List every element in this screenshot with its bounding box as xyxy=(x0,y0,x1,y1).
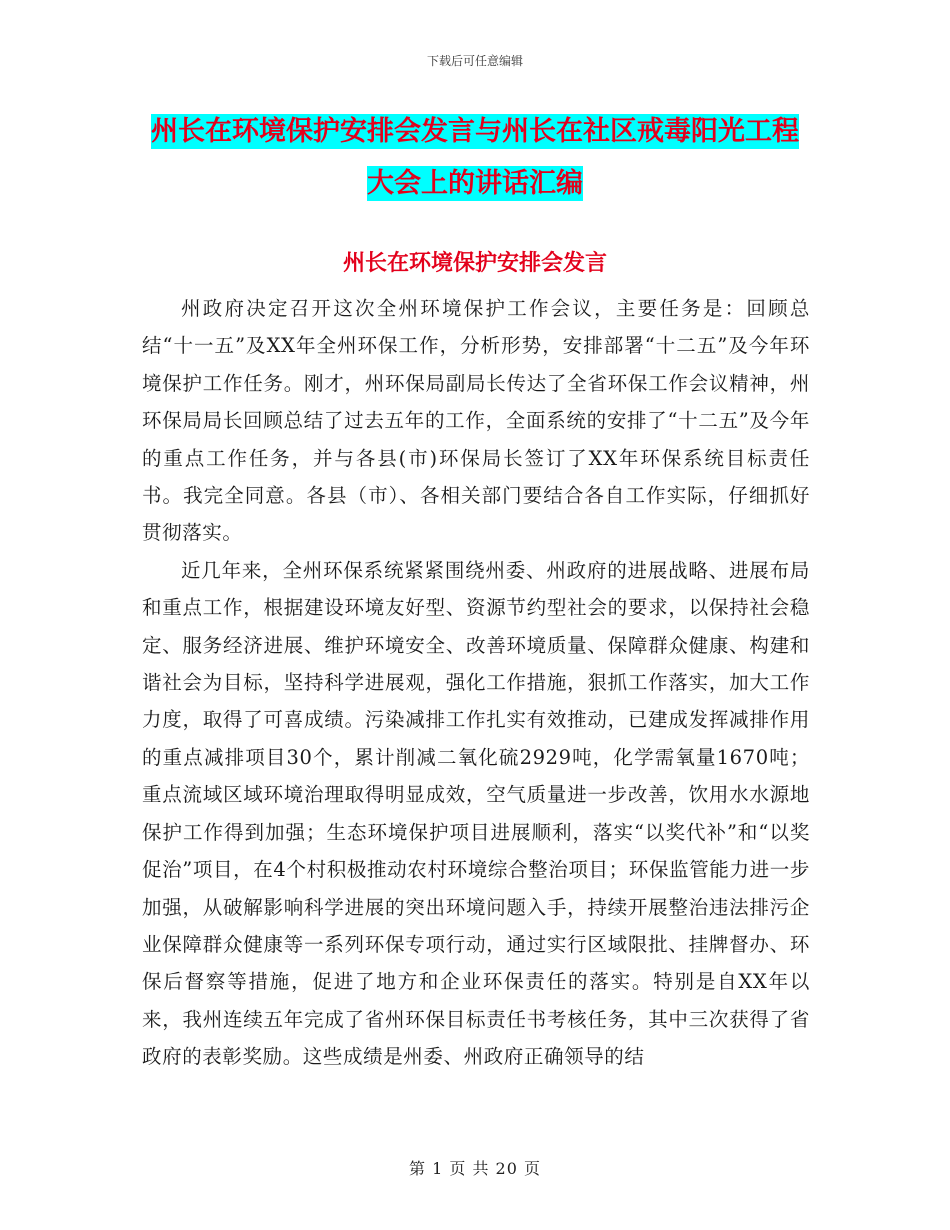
section-title: 州长在环境保护安排会发言 xyxy=(342,251,607,276)
body-text xyxy=(142,290,810,1076)
paragraph-1: 州政府决定召开这次全州环境保护工作会议，主要任务是：回顾总结“十一五”及XX年全州环保工作，分析形势，安排部署“十二五”及今年环境保护工作任务。刚才，州环保局副局长传达了全省环保工作会议精神，州环保局局长回顾总结了过去五年的工作，全面系统的安排了“十二五”及今年的重点工作任务，并与各县(市)环保局长签订了XX年环保系统目标责任书。我完全同意。各县（市）、各相关部门要结合各自工作实际，仔细抓好贯彻落实。 xyxy=(142,297,810,545)
document-title xyxy=(142,106,808,210)
paragraph-2: 近几年来，全州环保系统紧紧围绕州委、州政府的进展战略、进展布局和重点工作，根据建设环境友好型、资源节约型社会的要求，以保持社会稳定、服务经济进展、维护环境安全、改善环境质量、保障群众健康、构建和谐社会为目标，坚持科学进展观，强化工作措施，狠抓工作落实，加大工作力度，取得了可喜成绩。污染减排工作扎实有效推动，已建成发挥减排作用的重点减排项目30个，累计削减二氧化硫2929吨，化学需氧量1670吨；重点流域区域环境治理取得明显成效，空气质量进一步改善，饮用水水源地保护工作得到加强；生态环境保护项目进展顺利，落实“以奖代补”和“以奖促治”项目，在4个村积极推动农村环境综合整治项目；环保监管能力进一步加强，从破解影响科学进展的突出环境问题入手，持续开展整治违法排污企业保障群众健康等一系列环保专项行动，通过实行区域限批、挂牌督办、环保后督察等措施，促进了地方和企业环保责任的落实。特别是自XX年以来，我州连续五年完成了省州环保目标责任书考核任务，其中三次获得了省政府的表彰奖励。这些成绩是州委、州政府正确领导的结 xyxy=(142,558,810,1069)
page-footer: 第 1 页 共 20 页 xyxy=(409,1159,541,1178)
page-header-note: 下载后可任意编辑 xyxy=(426,54,523,68)
document-title-text: 州长在环境保护安排会发言与州长在社区戒毒阳光工程大会上的讲话汇编 xyxy=(151,116,799,199)
